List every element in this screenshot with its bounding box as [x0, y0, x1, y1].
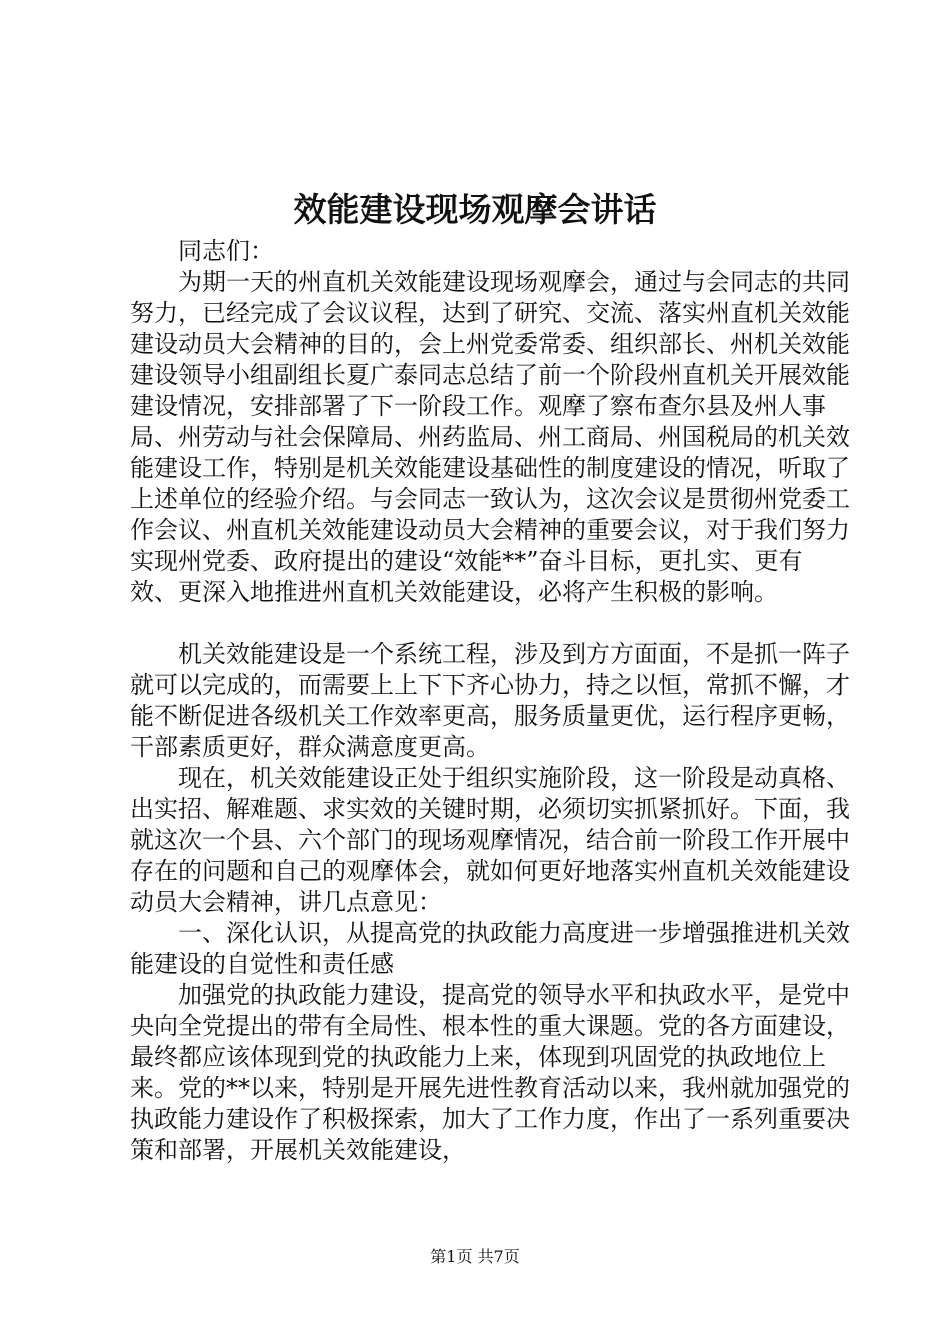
section-heading: 一、深化认识，从提高党的执政能力高度进一步增强推进机关效能建设的自觉性和责任感: [130, 919, 850, 978]
document-body: [130, 236, 850, 1166]
paragraph: 加强党的执政能力建设，提高党的领导水平和执政水平，是党中央向全党提出的带有全局性、根本性的重大课题。党的各方面建设，最终都应该体现到党的执政能力上来，体现到巩固党的执政地位上来。党的**以来，特别是开展先进性教育活动以来，我州就加强党的执政能力建设作了积极探索，加大了工作力度，作出了一系列重要决策和部署，开展机关效能建设，: [130, 981, 850, 1164]
paragraph: 机关效能建设是一个系统工程，涉及到方方面面，不是抓一阵子就可以完成的，而需要上上下下齐心协力，持之以恒，常抓不懈，才能不断促进各级机关工作效率更高，服务质量更优，运行程序更畅，干部素质更好，群众满意度更高。: [130, 640, 850, 761]
salutation: 同志们：: [178, 237, 274, 265]
document-title: 效能建设现场观摩会讲话: [293, 190, 657, 229]
paragraph: 为期一天的州直机关效能建设现场观摩会，通过与会同志的共同努力，已经完成了会议议程，达到了研究、交流、落实州直机关效能建设动员大会精神的目的，会上州党委常委、组织部长、州机关效能建设领导小组副组长夏广泰同志总结了前一个阶段州直机关开展效能建设情况，安排部署了下一阶段工作。观摩了察布查尔县及州人事局、州劳动与社会保障局、州药监局、州工商局、州国税局的机关效能建设工作，特别是机关效能建设基础性的制度建设的情况，听取了上述单位的经验介绍。与会同志一致认为，这次会议是贯彻州党委工作会议、州直机关效能建设动员大会精神的重要会议，对于我们努力实现州党委、政府提出的建设“效能**”奋斗目标，更扎实、更有效、更深入地推进州直机关效能建设，必将产生积极的影响。: [130, 268, 850, 606]
paragraph: 现在，机关效能建设正处于组织实施阶段，这一阶段是动真格、出实招、解难题、求实效的关键时期，必须切实抓紧抓好。下面，我就这次一个县、六个部门的现场观摩情况，结合前一阶段工作开展中存在的问题和自己的观摩体会，就如何更好地落实州直机关效能建设动员大会精神，讲几点意见：: [130, 764, 850, 916]
page-number-footer: 第1页 共7页: [430, 1247, 520, 1266]
